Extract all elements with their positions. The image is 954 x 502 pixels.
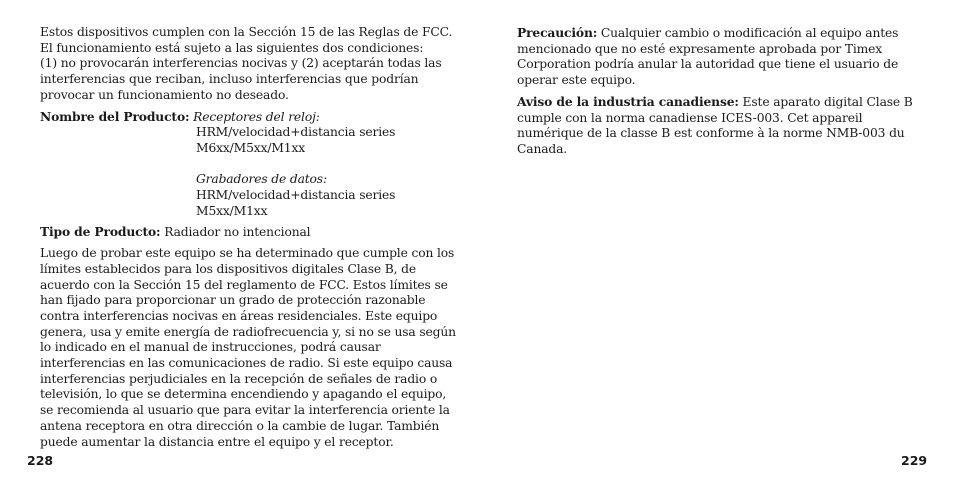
text-line: lo indicado en el manual de instrucciones, podrá causar xyxy=(40,340,381,355)
text-line: HRM/velocidad+distancia series xyxy=(196,188,396,203)
page-number-left: 228 xyxy=(27,453,54,468)
text-line: se recomienda al usuario que para evitar la interferencia oriente la xyxy=(40,403,450,418)
text-line: HRM/velocidad+distancia series xyxy=(196,125,396,140)
text-line: límites establecidos para los dispositivos digitales Clase B, de xyxy=(40,261,416,276)
text-line: interferencias que reciban, incluso interferencias que podrían xyxy=(40,72,419,87)
text-line: operar este equipo. xyxy=(517,73,636,88)
text-line: genera, usa y emite energía de radiofrecuencia y, si no se usa según xyxy=(40,324,456,339)
text-line: cumple con la norma canadiense ICES-003. Cet appareil xyxy=(517,110,863,125)
text-line: Estos dispositivos cumplen con la Sección 15 de las Reglas de FCC. xyxy=(40,25,453,39)
text-line: Cualquier cambio o modificación al equipo antes xyxy=(597,26,899,40)
product-type-label: Tipo de Producto: xyxy=(40,224,161,240)
text-line: Corporation podría anular la autoridad que tiene el usuario de xyxy=(517,57,899,72)
text-line: provocar un funcionamiento no deseado. xyxy=(40,87,289,102)
watch-receivers-label: Receptores del reloj: xyxy=(193,109,320,124)
canada-notice-label: Aviso de la industria canadiense: xyxy=(517,93,739,109)
text-line: mencionado que no esté expresamente aprobada por Timex xyxy=(517,41,883,56)
fcc-intro-paragraph xyxy=(40,25,460,104)
product-name-label: Nombre del Producto: xyxy=(40,108,190,124)
page-number-right: 229 xyxy=(901,453,928,468)
text-line: M6xx/M5xx/M1xx xyxy=(196,140,306,155)
fcc-body-paragraph xyxy=(40,246,460,450)
text-line: Este aparato digital Clase B xyxy=(738,94,913,109)
caution-label: Precaución: xyxy=(517,25,598,40)
watch-receivers-list xyxy=(196,125,460,219)
data-recorders-label: Grabadores de datos: xyxy=(196,172,327,187)
text-line: han fijado para proporcionar un grado de protección razonable xyxy=(40,293,426,308)
text-line: Canada. xyxy=(517,141,568,156)
text-line: numérique de la classe B est conforme à la norme NMB-003 du xyxy=(517,126,905,141)
product-type-value: Radiador no intencional xyxy=(164,225,311,240)
caution-paragraph xyxy=(517,25,929,89)
left-page xyxy=(40,25,460,502)
product-name-section xyxy=(40,109,460,220)
text-line: contra interferencias nocivas en áreas residenciales. Este equipo xyxy=(40,308,438,323)
text-line: televisión, lo que se determina encendiendo y apagando el equipo, xyxy=(40,387,447,402)
text-line: interferencias en las comunicaciones de radio. Si este equipo causa xyxy=(40,356,453,371)
text-line: (1) no provocarán interferencias nocivas y (2) aceptarán todas las xyxy=(40,56,442,71)
text-line: El funcionamiento está sujeto a las siguientes dos condiciones: xyxy=(40,40,424,55)
text-line: acuerdo con la Sección 15 del reglamento de FCC. Estos límites se xyxy=(40,277,448,292)
text-line: interferencias perjudiciales en la recepción de señales de radio o xyxy=(40,371,438,386)
text-line: antena receptora en otra dirección o la cambie de lugar. También xyxy=(40,418,440,433)
canada-notice-paragraph xyxy=(517,94,929,158)
product-type-section xyxy=(40,224,460,241)
text-line: M5xx/M1xx xyxy=(196,203,268,218)
text-line: Luego de probar este equipo se ha determinado que cumple con los xyxy=(40,246,455,261)
right-page xyxy=(517,25,929,502)
text-line: puede aumentar la distancia entre el equipo y el receptor. xyxy=(40,434,394,449)
